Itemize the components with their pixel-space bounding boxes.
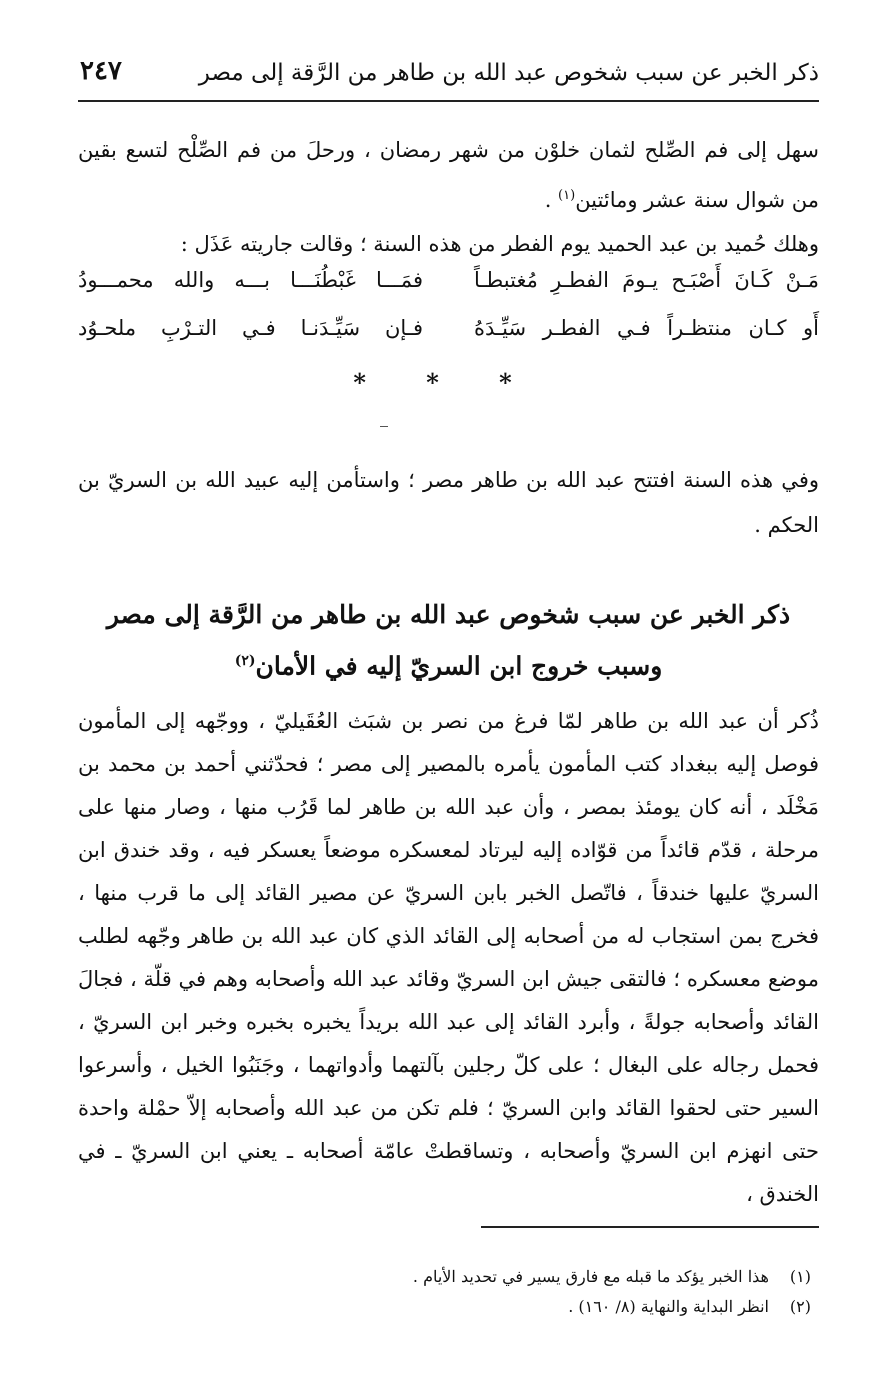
poem-verse-1 xyxy=(78,268,819,316)
verse-1-second-hemistich: فمَـــا غَبْطُنَـــا بـــه والله محمـــودُ xyxy=(78,268,423,292)
running-title: ذكر الخبر عن سبب شخوص عبد الله بن طاهر من الرَّقة إلى مصر xyxy=(198,60,819,86)
heading-line-1: ذكر الخبر عن سبب شخوص عبد الله بن طاهر من الرَّقة إلى مصر xyxy=(106,600,791,629)
paragraph-2: وهلك حُميد بن عبد الحميد يوم الفطر من هذه السنة ؛ وقالت جاريته عَذَل : xyxy=(180,232,819,256)
section-heading xyxy=(78,592,819,689)
poem xyxy=(78,268,819,364)
paragraph-4: ذُكر أن عبد الله بن طاهر لمّا فرغ من نصر بن شبَث العُقَيليّ ، ووجّهه إلى المأمون فوصل إليه ببغداد كتب المأمون يأمره بالمصير إلى مصر ؛ فحدّثني أحمد بن محمد بن مَخْلَد ، أنه كان يومئذ بمصر ، وأن عبد الله بن طاهر لما قَرُب منها ، وصار منها على مرحلة ، قدّم قائداً من قوّاده إليه ليرتاد لمعسكره موضعاً يعسكر فيه ، وقد خندق ابن السريّ عليها خندقاً ، فاتّصل الخبر بابن السريّ عن مصير القائد إلى ما قرب منها ، فخرج بمن استجاب له من أصحابه إلى القائد الذي كان عبد الله بن طاهر وجّهه لطلب موضع معسكره ؛ فالتقى جيش ابن السريّ وقائد عبد الله وأصحابه وهم في قلّة ، فجالَ القائد وأصحابه جولةً ، وأبرد القائد إلى عبد الله بريداً يخبره بخبره وخبر ابن السريّ ، فحمل رجاله على البغال ؛ على كلّ رجلين بآلتهما وأدواتهما ، وجَنَبُوا الخيل ، وأسرعوا السير حتى لحقوا القائد وابن السريّ ؛ فلم تكن من عبد الله وأصحابه إلاّ حمْلة واحدة حتى انهزم ابن السريّ وأصحابه ، وتساقطتْ عامّة أصحابه ـ يعني ابن السريّ ـ في الخندق ، xyxy=(78,709,819,1206)
paragraph-1-text: سهل إلى فم الصِّلح لثمان خلوْن من شهر رمضان ، ورحلَ من فم الصِّلْح لتسع بقين من شوال سنة عشر ومائتين xyxy=(78,138,819,212)
footnote-1-number: (١) xyxy=(789,1267,811,1286)
footnote-1 xyxy=(78,1262,811,1292)
footnote-divider xyxy=(481,1226,819,1228)
stray-mark xyxy=(380,426,388,427)
verse-2-second-hemistich: فـإن سَيِّـدَنـا فـي التـرْبِ ملحـوُد xyxy=(78,316,423,340)
section-separator: * * * xyxy=(353,368,538,397)
footnote-ref-2: (٢) xyxy=(234,653,256,669)
heading-line-2-text: وسبب خروج ابن السريّ إليه في الأمان xyxy=(255,651,663,681)
poem-verse-2 xyxy=(78,316,819,364)
footnote-2-number: (٢) xyxy=(789,1297,811,1316)
paragraph-3: وفي هذه السنة افتتح عبد الله بن طاهر مصر ؛ واستأمن إليه عبيد الله بن السريّ بن الحكم . xyxy=(78,468,819,537)
verse-1-first-hemistich: مَـنْ كَـانَ أَصْبَـح يـومَ الفطـرِ مُغتبطـاً xyxy=(474,268,819,292)
page-number: ٢٤٧ xyxy=(80,56,122,86)
footnote-ref-1: (١) xyxy=(558,188,576,203)
footnote-2 xyxy=(78,1292,811,1322)
paragraph-1-end: . xyxy=(544,188,559,212)
verse-2-first-hemistich: أَو كـان منتظـراً فـي الفطـر سَيِّـدَهُ xyxy=(474,316,819,340)
heading-line-2 xyxy=(78,638,819,689)
footnotes xyxy=(78,1262,811,1322)
footnote-2-text: انظر البداية والنهاية (٨/ ١٦٠) . xyxy=(568,1297,769,1316)
page-header xyxy=(78,52,819,102)
footnote-1-text: هذا الخبر يؤكد ما قبله مع فارق يسير في تحديد الأيام . xyxy=(412,1267,769,1286)
paragraph-1 xyxy=(78,128,819,223)
